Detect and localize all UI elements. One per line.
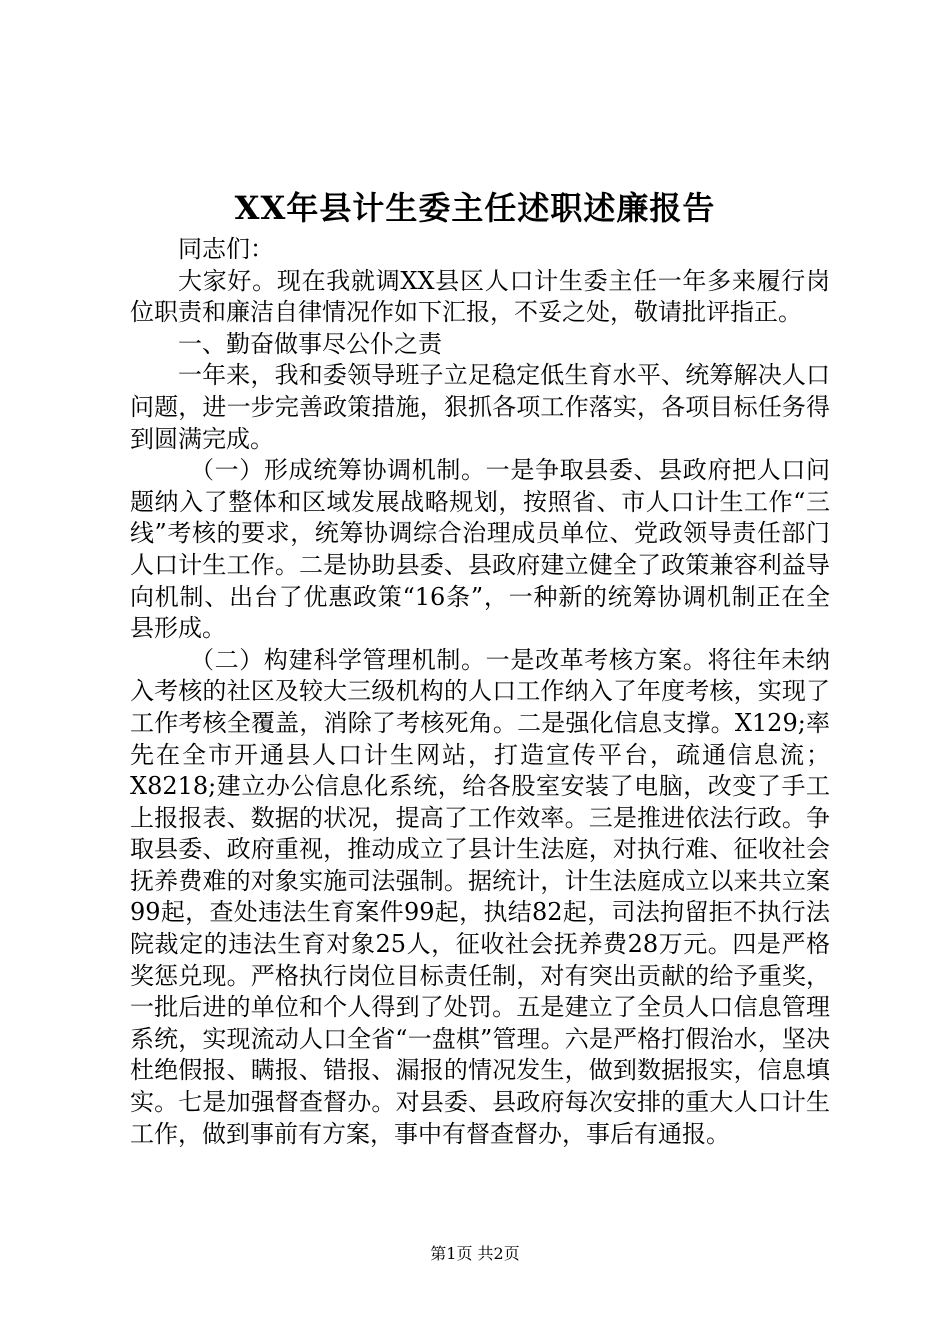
- section-heading: 一、勤奋做事尽公仆之责: [178, 329, 442, 358]
- salutation: 同志们：: [178, 235, 274, 263]
- paragraph-summary: 一年来，我和委领导班子立足稳定低生育水平、统筹解决人口问题，进一步完善政策措施，狠抓各项工作落实，各项目标任务得到圆满完成。: [130, 361, 830, 453]
- paragraph-coordination: （一）形成统筹协调机制。一是争取县委、县政府把人口问题纳入了整体和区域发展战略规划，按照省、市人口计生工作“三线”考核的要求，统筹协调综合治理成员单位、党政领导责任部门人口计生工作。二是协助县委、县政府建立健全了政策兼容利益导向机制、出台了优惠政策“16条”，一种新的统筹协调机制正在全县形成。: [130, 456, 830, 643]
- document-body: [130, 234, 830, 1150]
- page-footer: 第1页 共2页: [430, 1244, 520, 1263]
- paragraph-management: （二）构建科学管理机制。一是改革考核方案。将往年未纳入考核的社区及较大三级机构的人口工作纳入了年度考核，实现了工作考核全覆盖，消除了考核死角。二是强化信息支撑。X129;率先在全市开通县人口计生网站，打造宣传平台，疏通信息流；X8218;建立办公信息化系统，给各股室安装了电脑，改变了手工上报报表、数据的状况，提高了工作效率。三是推进依法行政。争取县委、政府重视，推动成立了县计生法庭，对执行难、征收社会抚养费难的对象实施司法强制。据统计，计生法庭成立以来共立案99起，查处违法生育案件99起，执结82起，司法拘留拒不执行法院裁定的违法生育对象25人，征收社会抚养费28万元。四是严格奖惩兑现。严格执行岗位目标责任制，对有突出贡献的给予重奖，一批后进的单位和个人得到了处罚。五是建立了全员人口信息管理系统，实现流动人口全省“一盘棋”管理。六是严格打假治水，坚决杜绝假报、瞒报、错报、漏报的情况发生，做到数据报实，信息填实。七是加强督查督办。对县委、县政府每次安排的重大人口计生工作，做到事前有方案，事中有督查督办，事后有通报。: [130, 645, 830, 1148]
- document-title: XX年县计生委主任述职述廉报告: [234, 189, 716, 227]
- paragraph-opening: 大家好。现在我就调XX县区人口计生委主任一年多来履行岗位职责和廉洁自律情况作如下汇报，不妥之处，敬请批评指正。: [130, 266, 830, 327]
